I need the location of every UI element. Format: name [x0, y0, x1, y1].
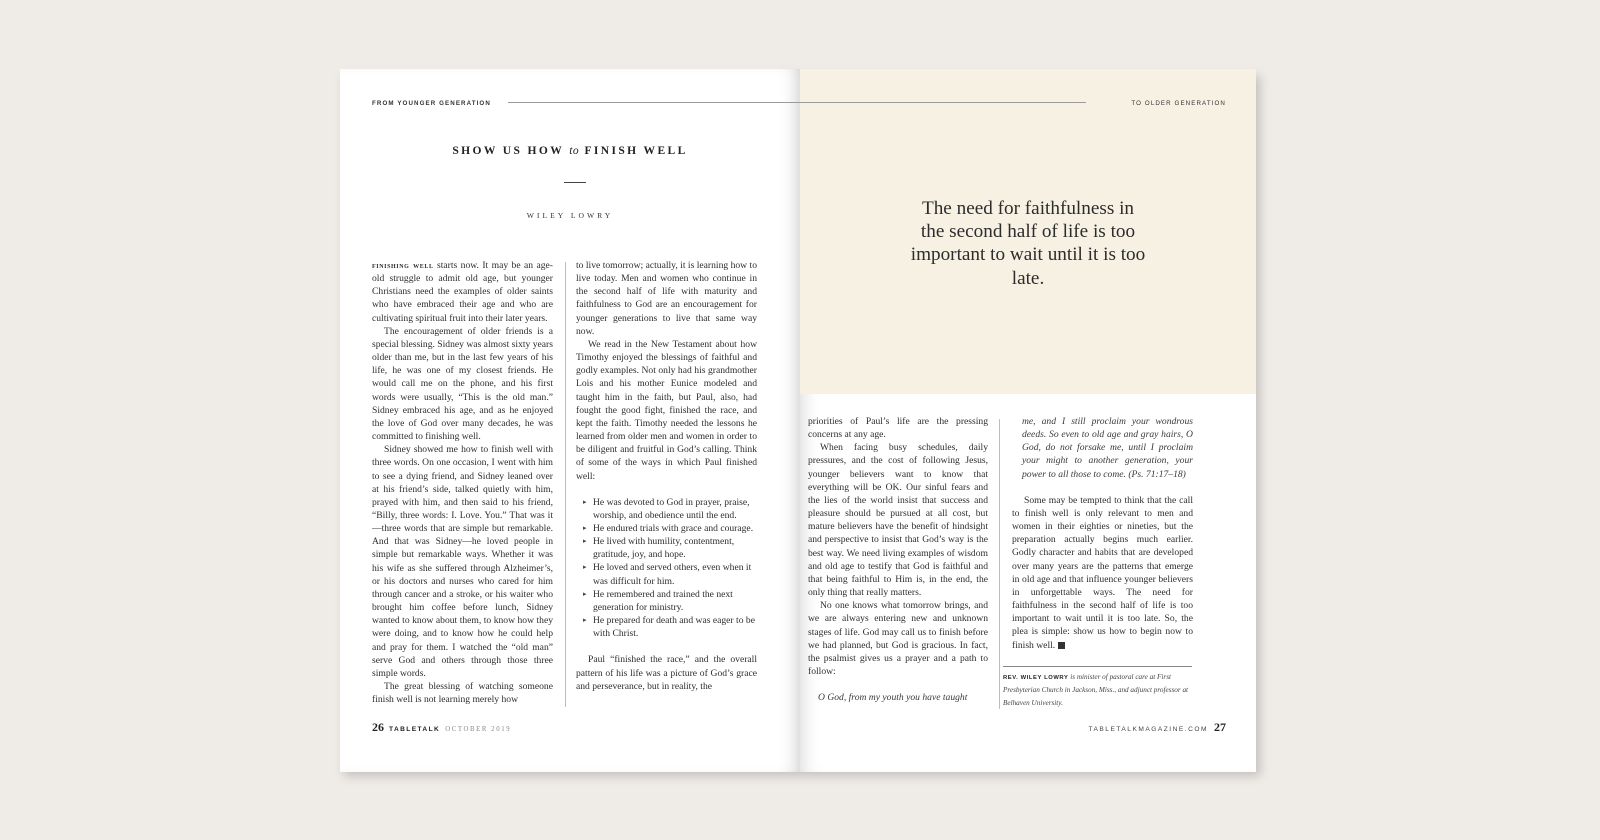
issue-date: OCTOBER 2019 [445, 726, 512, 733]
paragraph: Sidney showed me how to finish well with three words. On one occasion, I went with him to see a dying friend, and Sidney leaned over at his friend’s side, talked quietly with him, prayed with him, and then said to his friend, “Billy, three words: I. Love. You.” That was it—three words that are simple but remarkable. And that was Sidney—he loved people in simple but remarkable ways. Whether it was his wife as she suffered through Alzheimer’s, or his doctors and nurses who cared for him through cancer and a stroke, or his waiter who brought him coffee before lunch, Sidney wanted to know about them, to know how they were doing, and to know how he could help and pray for them. I watched the “old man” serve God and others through those three simple words. [372, 444, 553, 679]
paragraph-text: starts now. It may be an age-old struggle to admit old age, but younger Christians need the examples of older saints who have embraced their age and who are cultivating spiritual fruit into their later years. [372, 260, 553, 324]
folio-left [372, 720, 511, 735]
paragraph: The great blessing of watching someone finish well is not learning merely how [372, 681, 553, 706]
runner-left: FROM YOUNGER GENERATION [372, 100, 491, 107]
title-part1: SHOW US HOW [452, 145, 564, 157]
list-item: ▸ He lived with humility, contentment, gratitude, joy, and hope. [586, 535, 757, 561]
paragraph: priorities of Paul’s life are the pressing concerns at any age. [808, 416, 988, 441]
paragraph: The encouragement of older friends is a special blessing. Sidney was almost sixty years older than me, but in the last few years of his life, he was one of my closest friends. He would call me on the phone, and his first words were usually, “This is the old man.” Sidney embraced his age, and as he enjoyed the love of God over many decades, he was committed to finishing well. [372, 325, 553, 443]
list-item: ▸ He was devoted to God in prayer, praise, worship, and obedience until the end. [586, 496, 757, 522]
lead-in: finishing well [372, 260, 434, 270]
bio-name: REV. WILEY LOWRY [1003, 675, 1069, 681]
pull-quote-text: The need for faithfulness in the second half of life is too important to wait until it is too late. [910, 198, 1146, 289]
magazine-name: TABLETALK [389, 726, 441, 733]
magazine-spread [340, 69, 1256, 772]
paragraph: Paul “finished the race,” and the overall pattern of his life was a picture of God’s grace and perseverance, but in reality, the [576, 654, 757, 692]
column-rule [999, 419, 1000, 709]
end-mark-icon [1058, 642, 1065, 649]
article-title [340, 145, 800, 157]
bullet-list [586, 496, 757, 641]
left-column-2 [576, 259, 757, 693]
folio-right [1088, 720, 1226, 735]
scripture-quote: O God, from my youth you have taught [818, 692, 968, 704]
paragraph [372, 259, 553, 325]
list-item: ▸ He endured trials with grace and courage. [586, 522, 757, 535]
runner-right: TO OLDER GENERATION [1131, 100, 1226, 107]
left-column-1 [372, 259, 553, 706]
list-item: ▸ He remembered and trained the next generation for ministry. [586, 588, 757, 614]
title-part2: FINISH WELL [584, 145, 688, 157]
paragraph [1012, 494, 1193, 652]
author-byline: WILEY LOWRY [526, 211, 614, 220]
bio-rule [1003, 666, 1192, 667]
title-italic: to [569, 145, 580, 157]
paragraph-text: Some may be tempted to think that the call to finish well is only relevant to men and women in their eighties or nineties, but the preparation actually begins much earlier. Godly character and habits that are developed over many years are the patterns that emerge in old age and that influence younger believers in unforgettable ways. The need for faithfulness in the second half of life is too important to wait until it is too late. So, the plea is simple: show us how to begin now to finish well. [1012, 494, 1193, 651]
right-column-1 [808, 415, 988, 704]
paragraph: We read in the New Testament about how Timothy enjoyed the blessings of faithful and godly examples. Not only had his grandmother Lois and his mother Eunice modeled and taught him in the faith, but Paul, also, had fought the good fight, finished the race, and kept the faith. Timothy needed the lessons he learned from older men and women in order to be diligent and fruitful in God’s calling. Think of some of the ways in which Paul finished well: [576, 338, 757, 482]
runner-rule-left [508, 102, 800, 103]
magazine-website: TABLETALKMAGAZINE.COM [1088, 726, 1208, 733]
right-column-2 [1012, 415, 1193, 652]
bio-text: is minister of pastoral care at First Presbyterian Church in Jackson, Miss., and adjunct professor at Belhaven University. [1003, 673, 1189, 707]
list-item: ▸ He loved and served others, even when it was difficult for him. [586, 561, 757, 587]
page-number: 26 [372, 720, 384, 734]
left-page [340, 69, 800, 772]
pull-quote [800, 197, 1256, 290]
title-divider [564, 182, 586, 183]
column-rule [565, 262, 566, 707]
author-bio [1003, 671, 1193, 709]
list-item: ▸ He prepared for death and was eager to be with Christ. [586, 614, 757, 640]
scripture-quote: me, and I still proclaim your wondrous deeds. So even to old age and gray hairs, O God, do not forsake me, until I proclaim your might to another generation, your power to all those to come. (Ps. 71:17–18) [1022, 416, 1193, 480]
page-number: 27 [1214, 720, 1226, 734]
runner-rule-right [800, 102, 1086, 103]
paragraph: When facing busy schedules, daily pressures, and the cost of following Jesus, younger believers want to know that everything will be OK. Our sinful fears and the lies of the world insist that success and pleasure should be pursued at all cost, but mature believers have the benefit of hindsight and perspective to insist that God’s way is the best way. We need living examples of wisdom and old age to testify that God is faithful and that being faithful to Him is, in the end, the only thing that really matters. [808, 442, 988, 599]
paragraph: to live tomorrow; actually, it is learning how to live today. Men and women who continue in the second half of life with maturity and faithfulness to God are an encouragement for younger generations to live that same way now. [576, 260, 757, 337]
paragraph: No one knows what tomorrow brings, and we are always entering new and unknown stages of life. God may call us to finish before we had planned, but God is gracious. In fact, the psalmist gives us a prayer and a path to follow: [808, 600, 988, 677]
right-page [800, 69, 1256, 772]
